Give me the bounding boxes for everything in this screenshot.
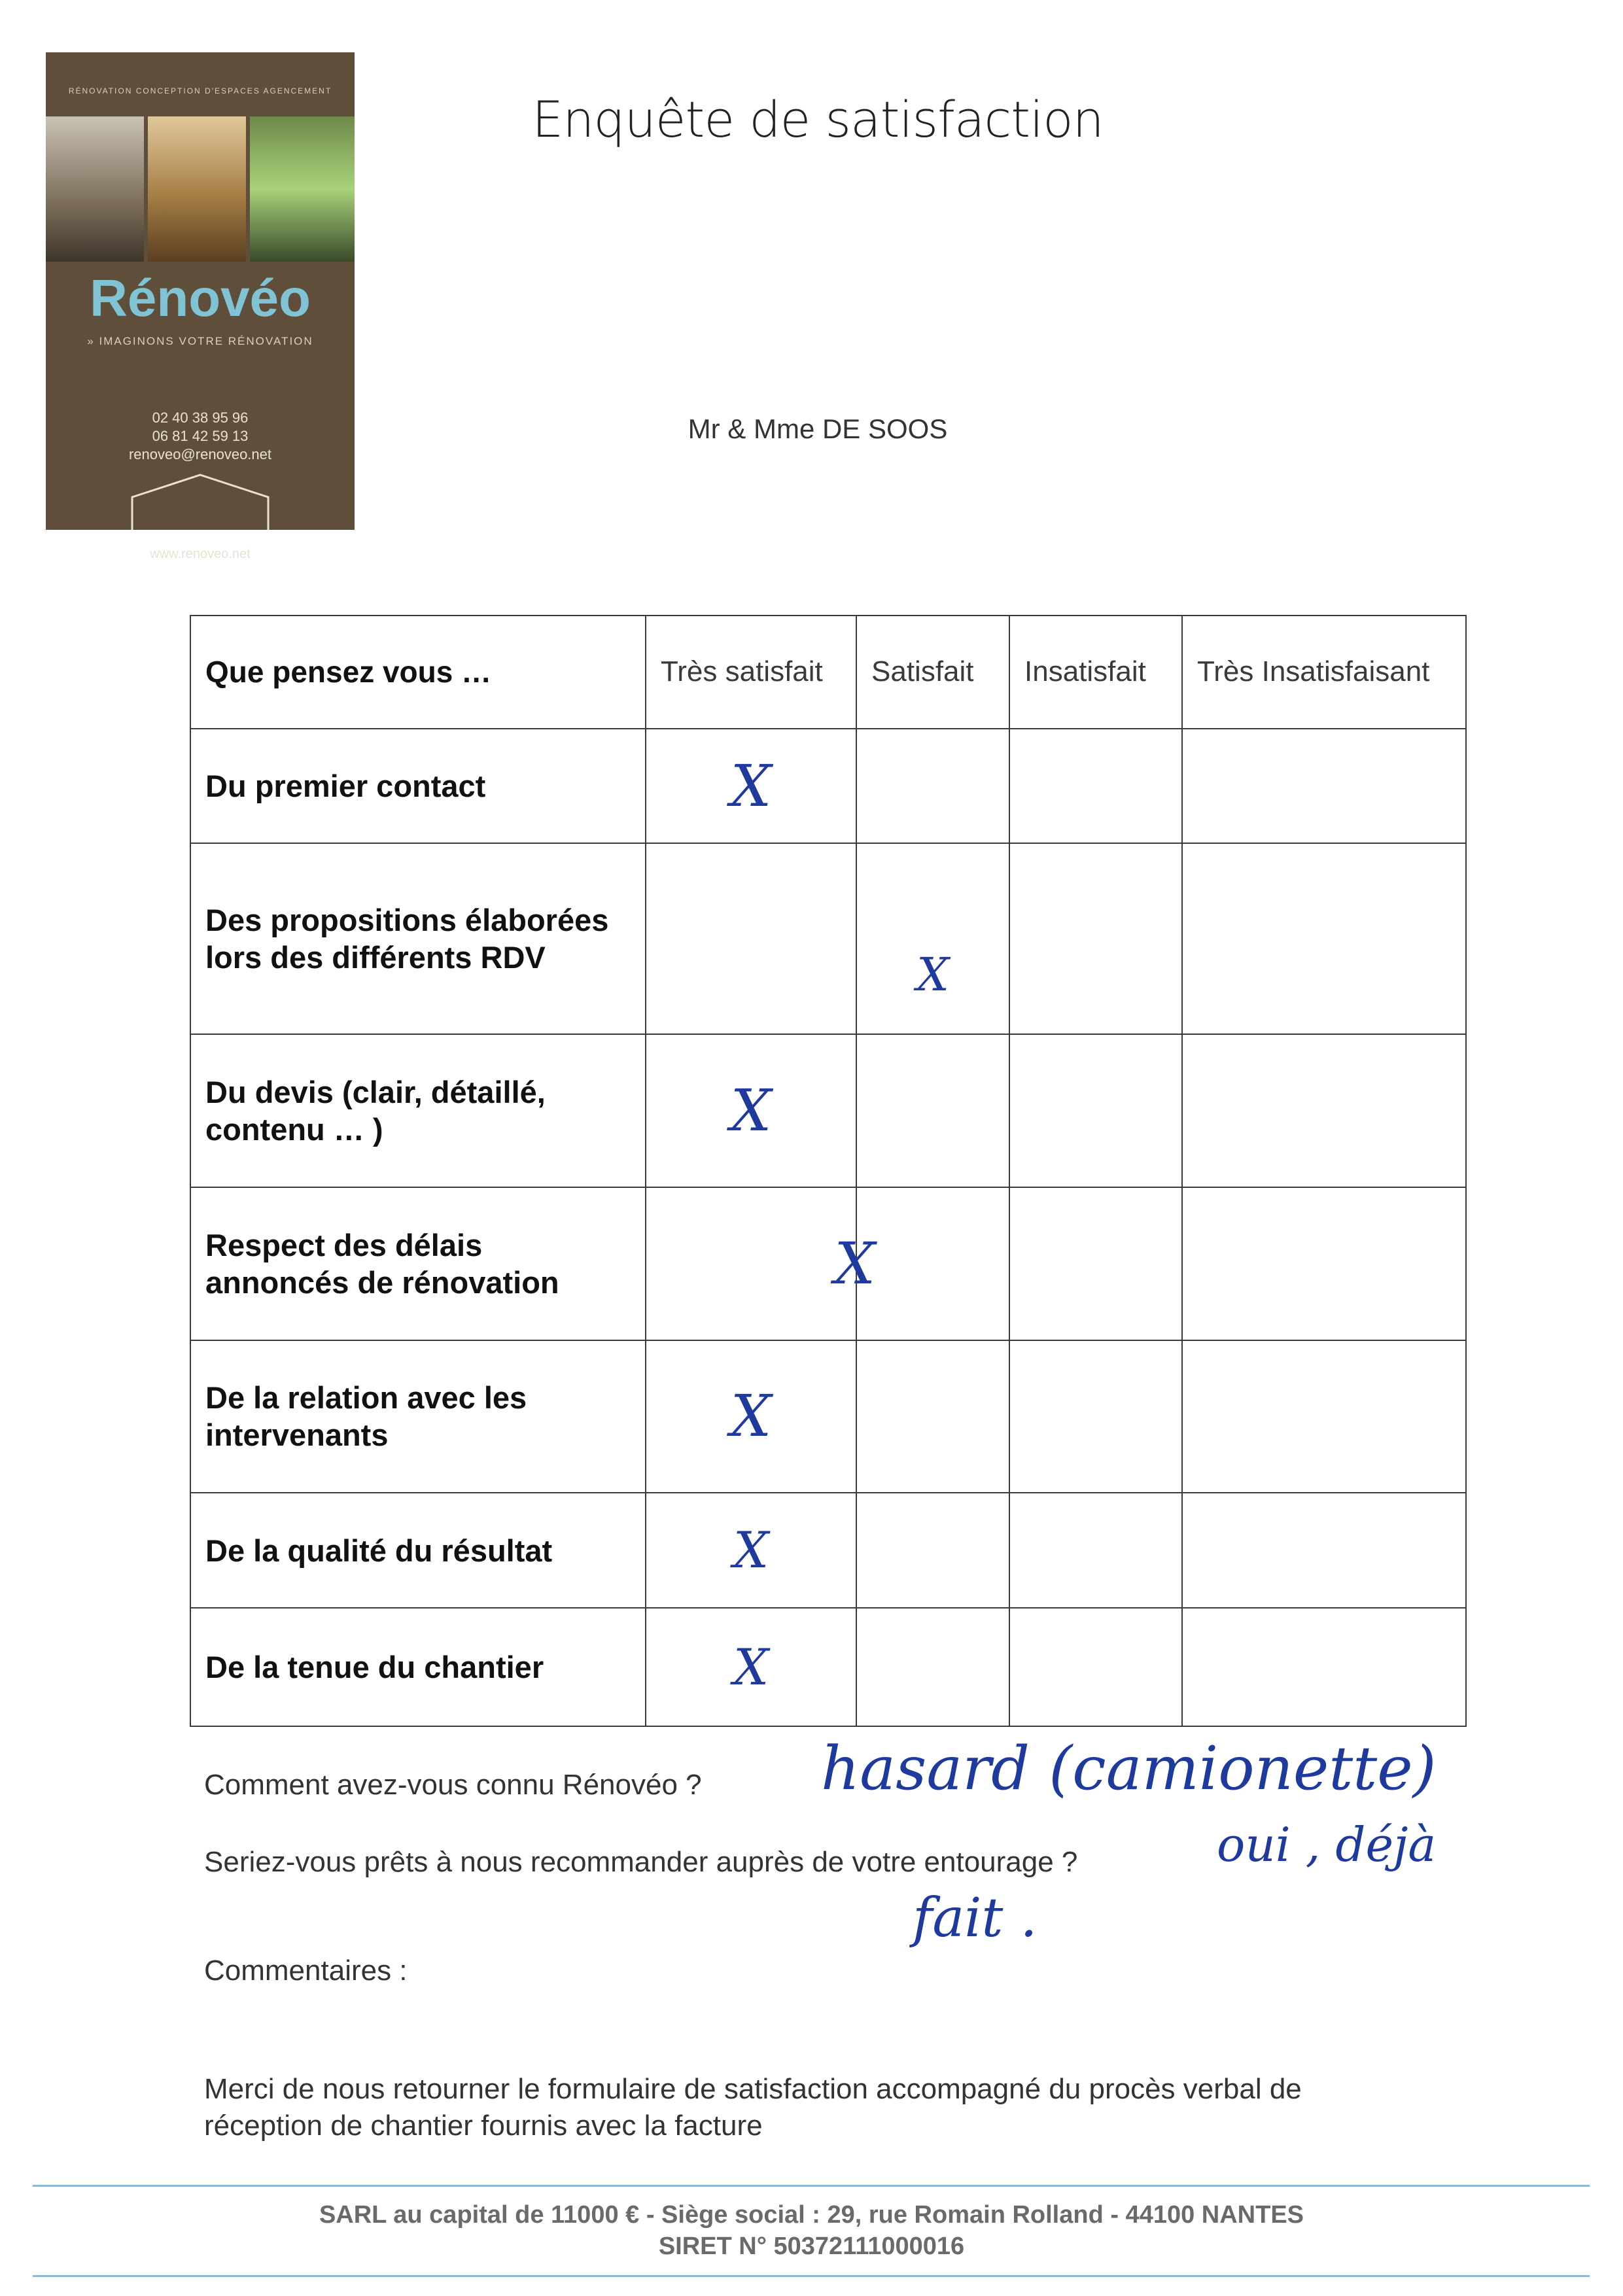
answer-recommend-part1[interactable]: oui , déjà [1217,1817,1437,1872]
return-instructions-line1: Merci de nous retourner le formulaire de satisfaction accompagné du procès verbal de [204,2073,1302,2105]
comments-label: Commentaires : [204,1955,408,1987]
answer-cell[interactable] [856,729,1009,844]
table-row [190,843,1466,1034]
answer-cell[interactable] [1009,729,1182,844]
logo-brand: Rénovéo [90,269,311,327]
answer-cell[interactable] [856,843,1009,1034]
logo-contact [46,409,355,464]
answer-cell[interactable] [646,1187,875,1340]
question-recommend: Seriez-vous prêts à nous recommander auprès de votre entourage ? [204,1846,1078,1878]
answer-recommend-part2[interactable]: fait . [913,1887,1038,1949]
check-mark: X [834,1229,875,1297]
answer-cell[interactable] [1009,1340,1182,1493]
answer-cell[interactable] [1009,1493,1182,1608]
logo-tagline: RÉNOVATION CONCEPTION D'ESPACES AGENCEMENT [68,86,332,96]
table-row [190,1340,1466,1493]
check-mark: X [730,752,772,820]
answer-cell[interactable] [1182,843,1466,1034]
table-row [190,1034,1466,1187]
answer-cell[interactable] [1009,843,1182,1034]
table-row [190,729,1466,844]
footer-siret: SIRET N° 50372111000016 [658,2233,965,2260]
answer-cell[interactable] [1182,1608,1466,1726]
satisfaction-table [190,615,1467,1727]
answer-cell[interactable] [646,1034,856,1187]
header-col-tres-insatisfaisant: Très Insatisfaisant [1182,616,1466,729]
row-label: Du devis (clair, détaillé, contenu … ) [190,1034,646,1187]
logo-email: renoveo@renoveo.net [128,446,272,462]
row-label: Des propositions élaborées lors des différents RDV [190,843,646,1034]
answer-cell[interactable] [856,1187,1009,1340]
logo-website: www.renoveo.net [150,547,251,561]
client-name: Mr & Mme DE SOOS [688,413,948,444]
return-instructions [204,2071,1302,2144]
question-how-known: Comment avez-vous connu Rénovéo ? [204,1769,702,1801]
check-mark: X [916,948,949,1002]
check-mark: X [730,1076,772,1144]
answer-cell[interactable] [646,1608,856,1726]
answer-cell[interactable] [1182,729,1466,844]
answer-cell[interactable] [1009,1034,1182,1187]
answer-cell[interactable] [1009,1187,1182,1340]
answer-cell[interactable] [1182,1493,1466,1608]
header-col-tres-satisfait: Très satisfait [646,616,856,729]
header-question: Que pensez vous … [190,616,646,729]
answer-cell[interactable] [856,1608,1009,1726]
answer-cell[interactable] [646,1340,856,1493]
answer-cell[interactable] [856,1493,1009,1608]
answer-cell[interactable] [856,1340,1009,1493]
answer-cell[interactable] [856,1034,1009,1187]
table-row [190,1493,1466,1608]
company-logo-card [46,52,355,561]
answer-cell[interactable] [1182,1340,1466,1493]
table-row [190,1608,1466,1726]
answer-cell[interactable] [1182,1187,1466,1340]
header-col-insatisfait: Insatisfait [1009,616,1182,729]
footer-divider-bottom [33,2275,1590,2277]
answer-cell[interactable] [646,729,856,844]
answer-cell[interactable] [646,843,856,1034]
check-mark: X [733,1521,769,1580]
logo-phone-1: 02 40 38 95 96 [152,409,249,426]
footer-divider-top [33,2185,1590,2187]
row-label: Respect des délais annoncés de rénovation [190,1187,646,1340]
table-row [190,1187,1466,1340]
answer-cell[interactable] [646,1493,856,1608]
table-header-row [190,616,1466,729]
row-label: De la relation avec les intervenants [190,1340,646,1493]
check-mark: X [730,1382,772,1450]
answer-cell[interactable] [1009,1608,1182,1726]
header-col-satisfait: Satisfait [856,616,1009,729]
footer [0,2199,1623,2262]
row-label: De la qualité du résultat [190,1493,646,1608]
logo-phone-2: 06 81 42 59 13 [152,428,249,444]
row-label: De la tenue du chantier [190,1608,646,1726]
row-label: Du premier contact [190,729,646,844]
house-outline-icon [130,472,271,531]
return-instructions-line2: réception de chantier fournis avec la facture [204,2110,763,2142]
answer-cell[interactable] [1182,1034,1466,1187]
logo-photos [46,116,355,262]
page-title: Enquête de satisfaction [532,90,1104,148]
answer-how-known[interactable]: hasard (camionette) [821,1733,1437,1803]
logo-slogan: » IMAGINONS VOTRE RÉNOVATION [87,335,313,347]
footer-company-info: SARL au capital de 11000 € - Siège social : 29, rue Romain Rolland - 44100 NANTES [319,2201,1304,2229]
comments-field[interactable] [419,1949,1465,2021]
check-mark: X [733,1637,769,1696]
